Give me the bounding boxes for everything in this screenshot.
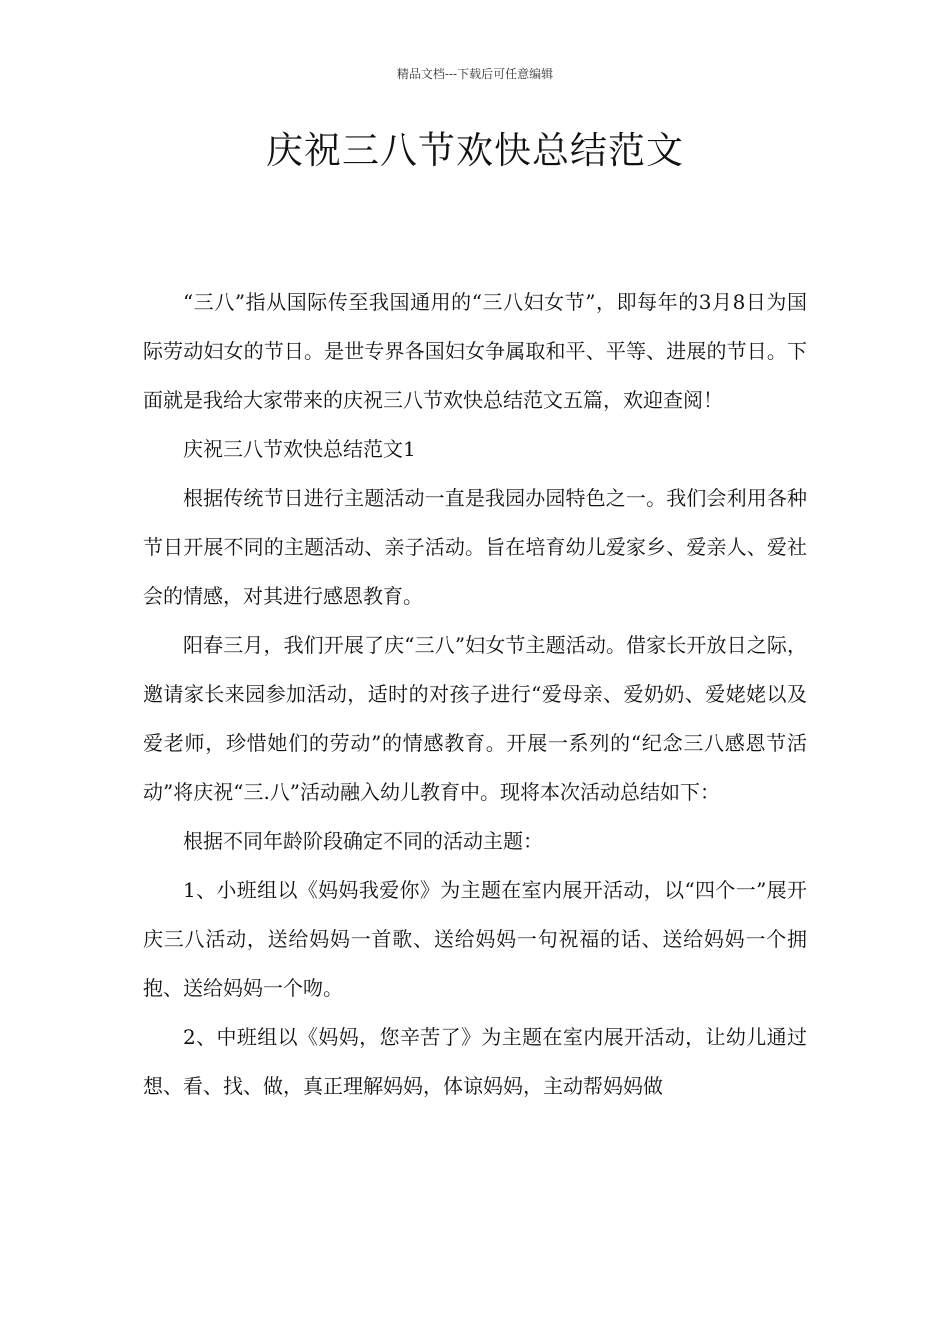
paragraph-section-heading: 庆祝三八节欢快总结范文1 xyxy=(183,437,416,461)
document-body xyxy=(143,278,807,1111)
paragraph-body: 阳春三月，我们开展了庆“三八”妇女节主题活动。借家长开放日之际，邀请家长来园参加活动，适时的对孩子进行“爱母亲、爱奶奶、爱姥姥以及爱老师，珍惜她们的劳动”的情感教育。开展一系列的“纪念三八感恩节活动”将庆祝“三.八”活动融入幼儿教育中。现将本次活动总结如下： xyxy=(143,633,807,804)
document-title: 庆祝三八节欢快总结范文 xyxy=(266,129,684,172)
paragraph-list-item: 1、小班组以《妈妈我爱你》为主题在室内展开活动，以“四个一”展开庆三八活动，送给妈妈一首歌、送给妈妈一句祝福的话、送给妈妈一个拥抱、送给妈妈一个吻。 xyxy=(143,878,807,1000)
paragraph-list-item: 2、中班组以《妈妈，您辛苦了》为主题在室内展开活动，让幼儿通过想、看、找、做，真正理解妈妈，体谅妈妈，主动帮妈妈做 xyxy=(143,1025,807,1098)
page-header: 精品文档---下载后可任意编辑 xyxy=(396,67,554,81)
paragraph-intro: “三八”指从国际传至我国通用的“三八妇女节”，即每年的3月8日为国际劳动妇女的节日。是世专界各国妇女争属取和平、平等、进展的节日。下面就是我给大家带来的庆祝三八节欢快总结范文五篇，欢迎查阅！ xyxy=(143,290,807,412)
paragraph-body: 根据不同年龄阶段确定不同的活动主题： xyxy=(183,829,543,853)
paragraph-body: 根据传统节日进行主题活动一直是我园办园特色之一。我们会利用各种节日开展不同的主题活动、亲子活动。旨在培育幼儿爱家乡、爱亲人、爱社会的情感，对其进行感恩教育。 xyxy=(143,486,807,608)
